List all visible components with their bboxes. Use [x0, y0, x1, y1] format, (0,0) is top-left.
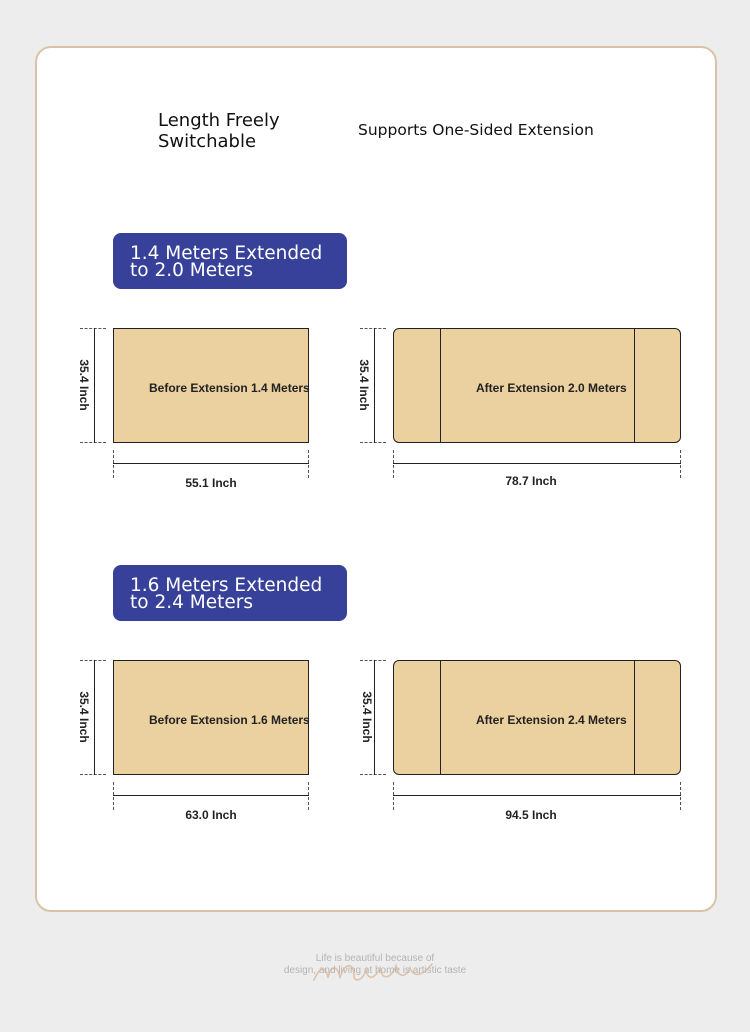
- panel-label: Before Extension 1.4 Meters: [149, 381, 310, 395]
- panel-label: After Extension 2.0 Meters: [476, 381, 627, 395]
- width-label-after-2: 94.5 Inch: [505, 808, 557, 822]
- height-label-after-2: 35.4 Inch: [360, 691, 374, 743]
- height-guide-bottom: [80, 774, 106, 775]
- page-subtitle: Supports One-Sided Extension: [358, 121, 594, 139]
- panel-label: Before Extension 1.6 Meters: [149, 713, 310, 727]
- width-label-after-1: 78.7 Inch: [505, 474, 557, 488]
- badge-line-1: 1.4 Meters Extended: [130, 243, 323, 264]
- width-dimension-line: [393, 795, 681, 796]
- panel-label: After Extension 2.4 Meters: [476, 713, 627, 727]
- height-label-before-1: 35.4 Inch: [77, 359, 91, 411]
- panel-after-1: [393, 328, 681, 443]
- footer-line-2: design, and living at home is artistic taste: [283, 965, 467, 976]
- extension-seam-right: [634, 329, 635, 442]
- width-guide-right: [680, 782, 681, 810]
- panel-after-2: [393, 660, 681, 775]
- section-badge-1: [113, 233, 347, 289]
- badge-line-2: to 2.4 Meters: [130, 592, 253, 613]
- section-badge-2: [113, 565, 347, 621]
- width-guide-left: [393, 782, 394, 810]
- height-label-after-1: 35.4 Inch: [357, 359, 371, 411]
- width-guide-right: [308, 782, 309, 810]
- height-label-before-2: 35.4 Inch: [77, 691, 91, 743]
- width-label-before-1: 55.1 Inch: [185, 476, 237, 490]
- badge-line-1: 1.6 Meters Extended: [130, 575, 323, 596]
- width-guide-right: [308, 450, 309, 478]
- height-guide-bottom: [80, 442, 106, 443]
- width-guide-right: [680, 450, 681, 478]
- height-guide-bottom: [360, 442, 386, 443]
- height-guide-top: [80, 660, 106, 661]
- panel-before-1: [113, 328, 309, 443]
- page-title: Length Freely Switchable: [158, 110, 280, 152]
- height-guide-top: [80, 328, 106, 329]
- height-dimension-line: [94, 328, 95, 443]
- width-dimension-line: [113, 795, 309, 796]
- extension-seam-left: [440, 329, 441, 442]
- width-dimension-line: [113, 463, 309, 464]
- width-guide-left: [113, 782, 114, 810]
- width-label-before-2: 63.0 Inch: [185, 808, 237, 822]
- height-dimension-line: [94, 660, 95, 775]
- footer-line-1: Life is beautiful because of: [315, 953, 435, 964]
- extension-seam-left: [440, 661, 441, 774]
- signature-logo: [310, 952, 440, 986]
- height-dimension-line: [374, 328, 375, 443]
- width-dimension-line: [393, 463, 681, 464]
- height-guide-bottom: [360, 774, 386, 775]
- height-dimension-line: [374, 660, 375, 775]
- extension-seam-right: [634, 661, 635, 774]
- panel-before-2: [113, 660, 309, 775]
- width-guide-left: [113, 450, 114, 478]
- height-guide-top: [360, 660, 386, 661]
- badge-line-2: to 2.0 Meters: [130, 260, 253, 281]
- height-guide-top: [360, 328, 386, 329]
